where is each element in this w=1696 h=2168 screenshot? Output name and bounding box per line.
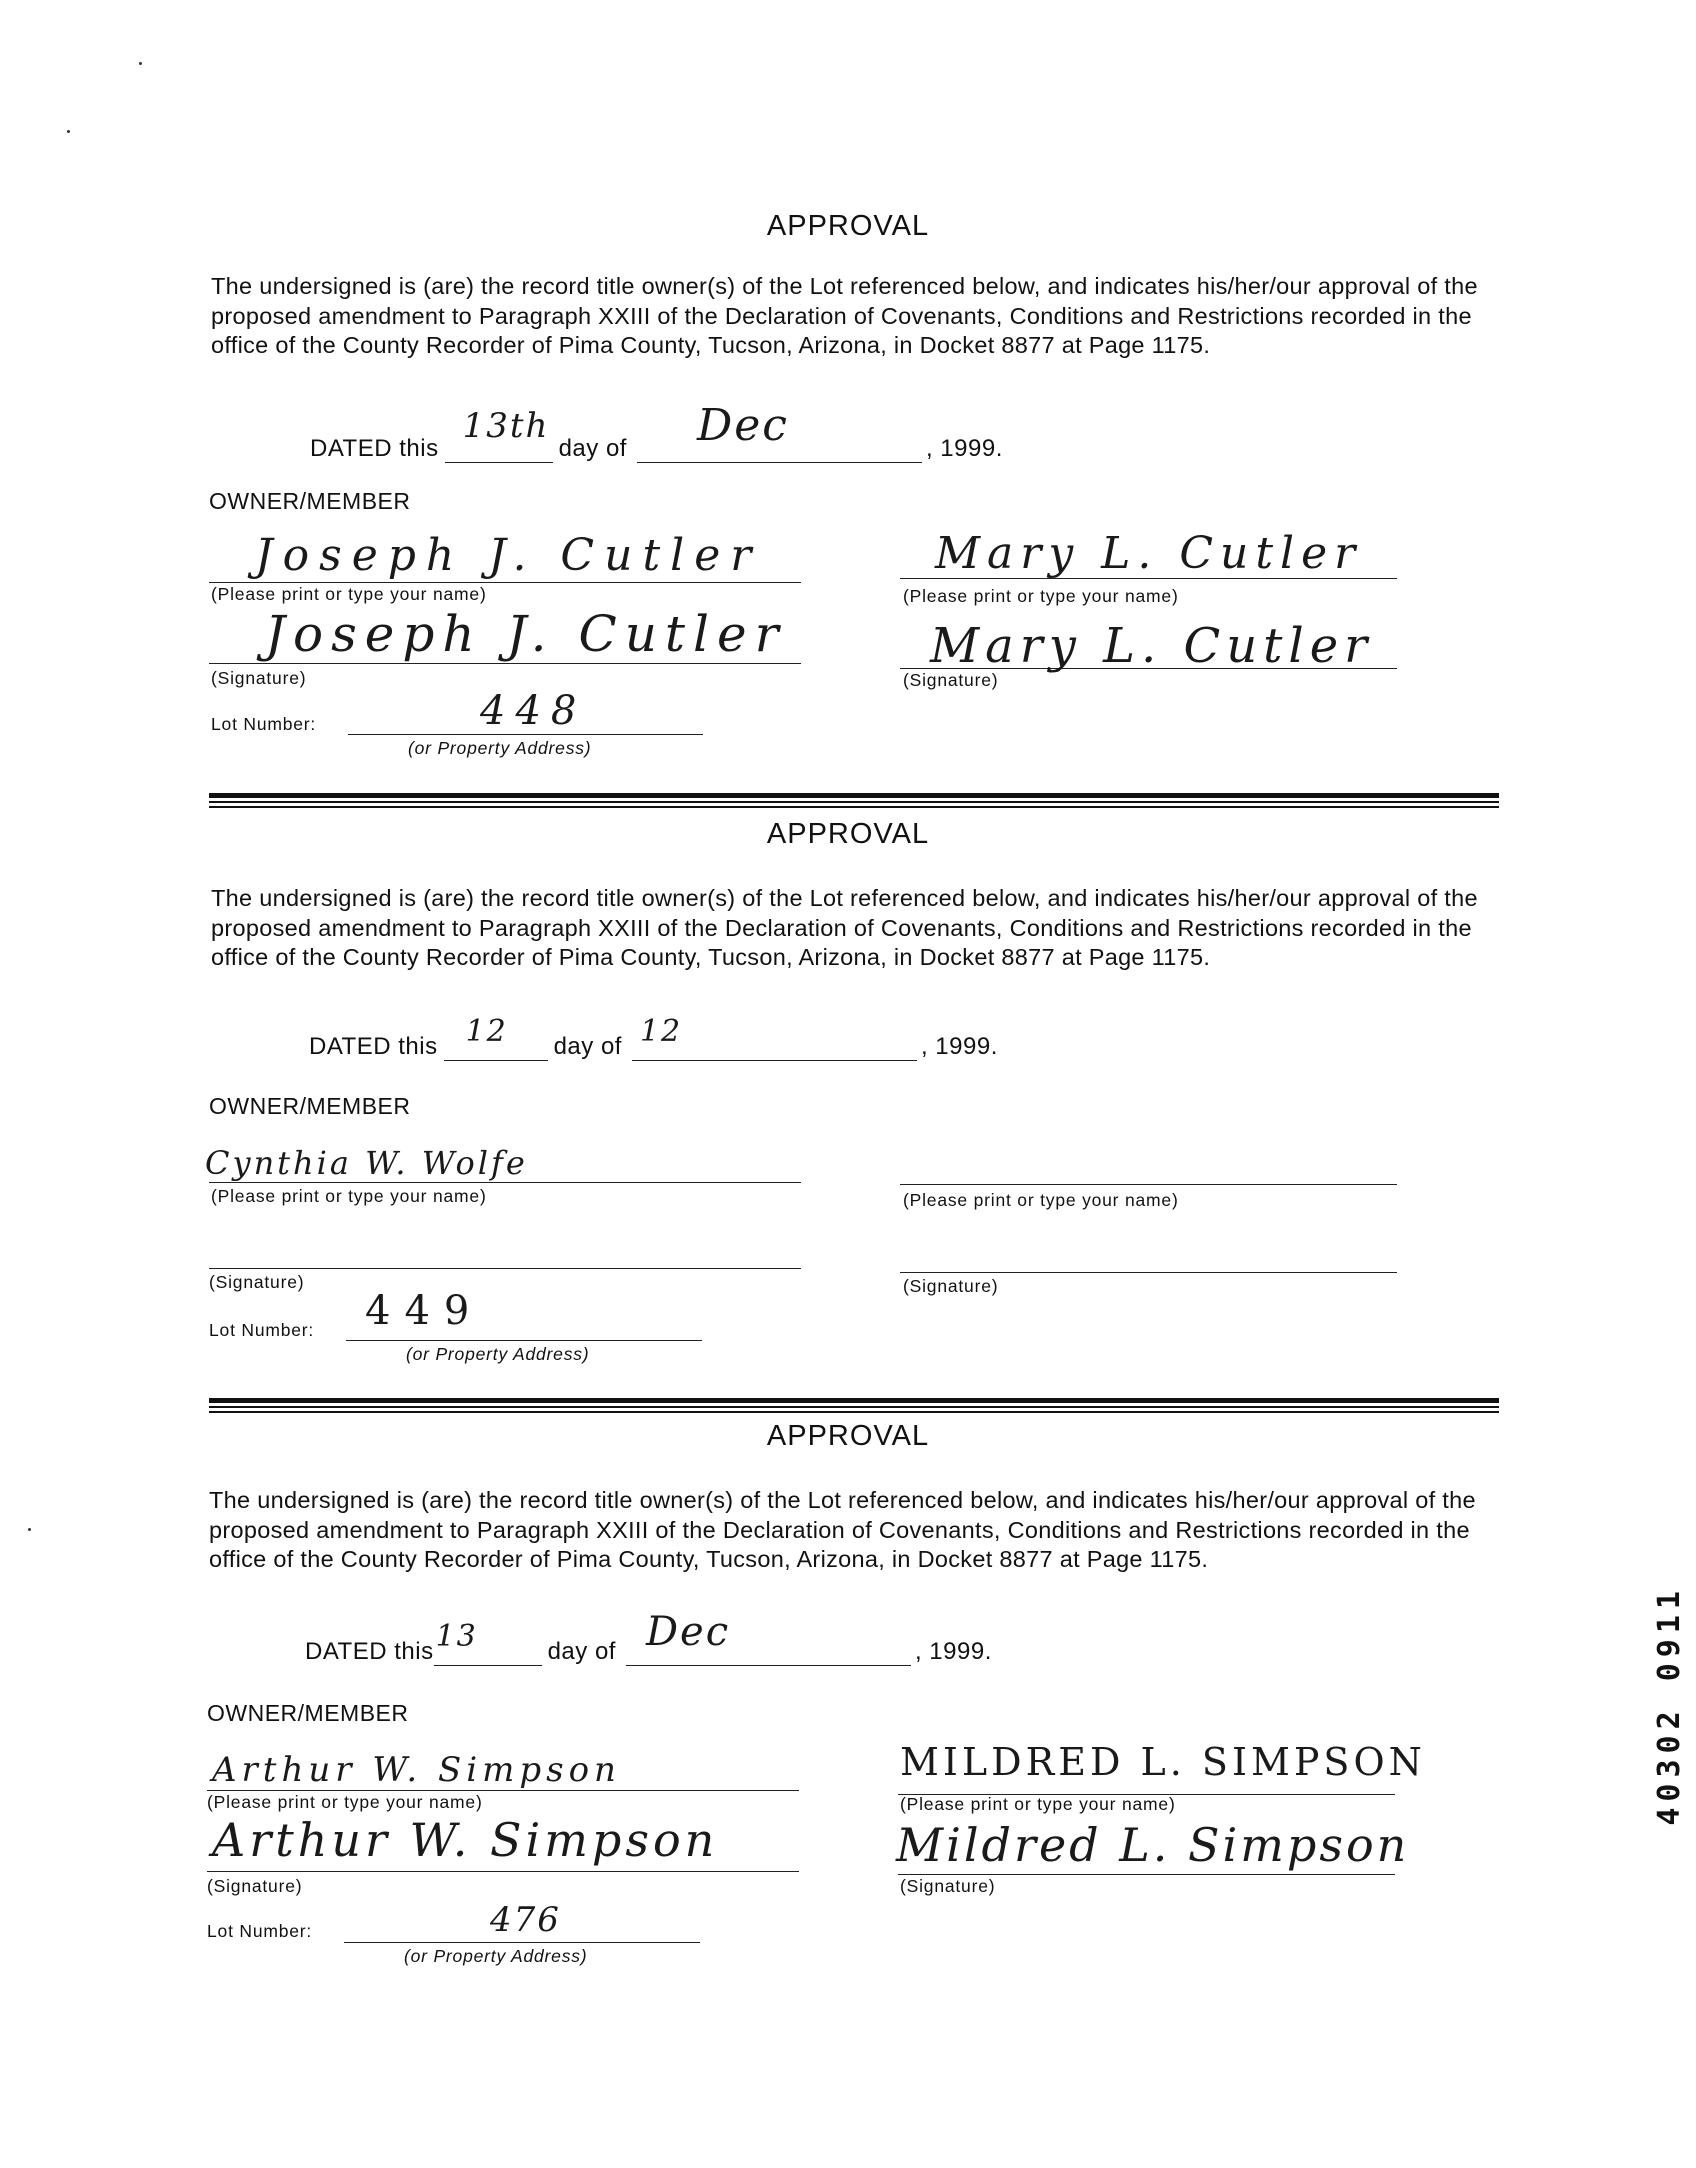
- owner1-name-handwritten: Cynthia W. Wolfe: [205, 1144, 528, 1182]
- owner1-name-line: [209, 1182, 801, 1183]
- owner1-name-caption: (Please print or type your name): [211, 1186, 487, 1206]
- month-handwritten: Dec: [696, 400, 789, 451]
- lot-number-line: [346, 1340, 702, 1341]
- owner2-signature-caption: (Signature): [900, 1876, 996, 1896]
- lot-number-line: [348, 734, 703, 735]
- year-label: , 1999.: [914, 1638, 992, 1665]
- approval-paragraph: The undersigned is (are) the record title owner(s) of the Lot referenced below, and indicates his/her/our approval of the proposed amendment to Paragraph XXIII of the Declaration of Covenants, Conditions and Restrictions recorded in the office of the County Recorder of Pima County, Tucson, Arizona, in Docket 8877 at Page 1175.: [211, 885, 1478, 970]
- month-handwritten: 12: [639, 1014, 683, 1049]
- day-of-label: day of: [558, 435, 627, 462]
- dated-prefix: DATED this: [310, 435, 439, 462]
- dated-prefix: DATED this: [305, 1638, 434, 1665]
- dated-line: [309, 1014, 998, 1061]
- owner2-signature-handwritten: Mary L. Cutler: [930, 618, 1374, 674]
- year-label: , 1999.: [920, 1033, 998, 1060]
- owner2-name-handwritten: MILDRED L. SIMPSON: [900, 1740, 1426, 1784]
- owner1-name-line: [209, 582, 801, 583]
- owner2-name-handwritten: Mary L. Cutler: [935, 528, 1363, 579]
- owner1-signature-caption: (Signature): [209, 1272, 305, 1292]
- day-handwritten: 13: [435, 1619, 478, 1654]
- owner1-signature-caption: (Signature): [207, 1876, 303, 1896]
- owner1-name-caption: (Please print or type your name): [207, 1792, 483, 1812]
- section-title: APPROVAL: [766, 1420, 930, 1452]
- lot-number-label: Lot Number:: [207, 1921, 313, 1941]
- owner2-name-caption: (Please print or type your name): [903, 1190, 1179, 1210]
- lot-number-handwritten: 476: [490, 1900, 561, 1940]
- approval-paragraph: The undersigned is (are) the record title owner(s) of the Lot referenced below, and indicates his/her/our approval of the proposed amendment to Paragraph XXIII of the Declaration of Covenants, Conditions and Restrictions recorded in the office of the County Recorder of Pima County, Tucson, Arizona, in Docket 8877 at Page 1175.: [209, 1487, 1476, 1572]
- owner1-name-caption: (Please print or type your name): [211, 584, 487, 604]
- owner-member-label: OWNER/MEMBER: [209, 1093, 411, 1119]
- dated-line: [310, 400, 1003, 463]
- owner1-name-handwritten: Arthur W. Simpson: [212, 1750, 621, 1790]
- lot-number-handwritten: 449: [365, 1288, 484, 1334]
- docket-side-stamp: 40302 0911: [1652, 1585, 1687, 1826]
- owner1-signature-caption: (Signature): [211, 668, 307, 688]
- property-address-caption: (or Property Address): [404, 1946, 588, 1966]
- day-handwritten: 12: [465, 1014, 508, 1049]
- day-of-label: day of: [553, 1033, 622, 1060]
- scan-speck: [67, 130, 70, 133]
- owner1-signature-handwritten: Arthur W. Simpson: [212, 1813, 719, 1867]
- section-title: APPROVAL: [766, 818, 930, 850]
- lot-number-label: Lot Number:: [209, 1320, 315, 1340]
- section-title: APPROVAL: [766, 210, 930, 242]
- month-field: [637, 400, 922, 463]
- month-field: [632, 1014, 917, 1061]
- owner-member-label: OWNER/MEMBER: [207, 1700, 409, 1726]
- month-handwritten: Dec: [645, 1609, 731, 1655]
- approval-paragraph: The undersigned is (are) the record title owner(s) of the Lot referenced below, and indicates his/her/our approval of the proposed amendment to Paragraph XXIII of the Declaration of Covenants, Conditions and Restrictions recorded in the office of the County Recorder of Pima County, Tucson, Arizona, in Docket 8877 at Page 1175.: [211, 273, 1478, 358]
- dated-prefix: DATED this: [309, 1033, 438, 1060]
- month-field: [626, 1609, 911, 1666]
- day-field: [444, 1014, 548, 1061]
- lot-number-handwritten: 448: [480, 688, 587, 734]
- owner2-signature-line: [898, 1874, 1395, 1875]
- scan-speck: [28, 1528, 31, 1531]
- owner-member-label: OWNER/MEMBER: [209, 488, 411, 514]
- section-divider: [209, 793, 1499, 811]
- owner1-name-handwritten: Joseph J. Cutler: [255, 530, 762, 581]
- owner2-signature-caption: (Signature): [903, 1276, 999, 1296]
- property-address-caption: (or Property Address): [406, 1344, 590, 1364]
- scan-speck: [139, 62, 142, 65]
- day-of-label: day of: [547, 1638, 616, 1665]
- owner2-name-line: [900, 1184, 1397, 1185]
- day-handwritten: 13th: [462, 406, 550, 446]
- owner2-name-caption: (Please print or type your name): [903, 586, 1179, 606]
- property-address-caption: (or Property Address): [408, 738, 592, 758]
- owner1-name-line: [207, 1790, 799, 1791]
- owner1-signature-line: [209, 663, 801, 664]
- owner1-signature-line: [207, 1871, 799, 1872]
- section-divider: [209, 1398, 1499, 1416]
- lot-number-line: [344, 1942, 700, 1943]
- owner2-signature-line: [900, 1272, 1397, 1273]
- owner1-signature-handwritten: Joseph J. Cutler: [265, 605, 787, 663]
- owner1-signature-line: [209, 1268, 801, 1269]
- year-label: , 1999.: [925, 435, 1003, 462]
- owner2-name-caption: (Please print or type your name): [900, 1794, 1176, 1814]
- day-field: [434, 1619, 542, 1666]
- day-field: [445, 406, 553, 463]
- dated-line: [305, 1609, 992, 1666]
- owner2-signature-handwritten: Mildred L. Simpson: [896, 1818, 1410, 1872]
- owner2-signature-caption: (Signature): [903, 670, 999, 690]
- lot-number-label: Lot Number:: [211, 714, 317, 734]
